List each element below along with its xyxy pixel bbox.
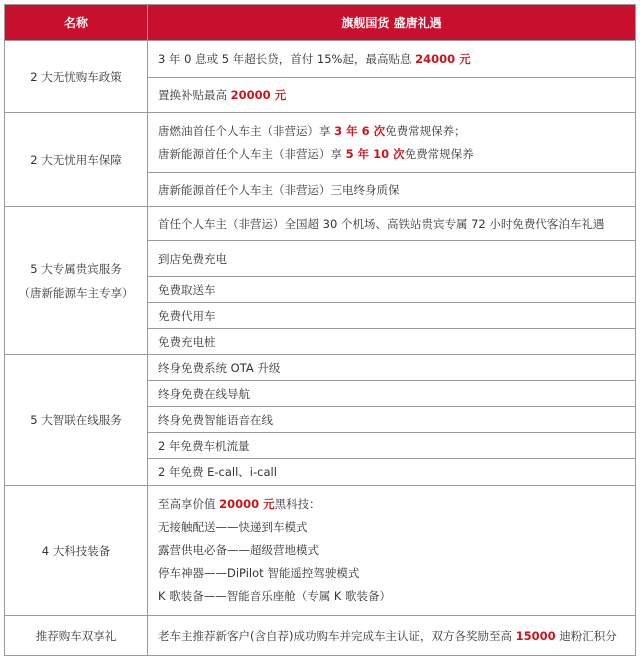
item-charger: 免费充电桩 — [148, 329, 636, 355]
highlight-value: 24000 元 — [415, 52, 471, 66]
table-row — [5, 486, 636, 616]
item-referral — [148, 616, 636, 656]
item-navigation: 终身免费在线导航 — [148, 381, 636, 407]
item-maintenance — [148, 113, 636, 173]
category-title: 5 大专属贵宾服务 — [30, 261, 122, 276]
item-line: 唐新能源首任个人车主（非营运）享 5 年 10 次免费常规保养 — [158, 146, 474, 161]
table-row — [5, 355, 636, 381]
table-header-row — [5, 5, 636, 41]
item-pickup: 免费取送车 — [148, 277, 636, 303]
item-line: 停车神器——DiPilot 智能遥控驾驶模式 — [158, 566, 360, 580]
item-line: 唐燃油首任个人车主（非营运）享 3 年 6 次免费常规保养； — [158, 123, 466, 138]
item-ecall: 2 年免费 E-call、i-call — [148, 459, 636, 486]
item-loan — [148, 41, 636, 78]
promo-table — [4, 4, 636, 656]
item-text: 3 年 0 息或 5 年超长贷，首付 15%起，最高贴息 — [158, 52, 416, 66]
item-valet: 首任个人车主（非营运）全国超 30 个机场、高铁站贵宾专属 72 小时免费代客泊车礼遇 — [148, 207, 636, 241]
item-line: 露营供电必备——超级营地模式 — [158, 543, 319, 557]
category-vip-service — [5, 207, 148, 355]
highlight-value: 5 年 10 次 — [345, 146, 405, 161]
item-tech — [148, 486, 636, 616]
table-row — [5, 207, 636, 241]
highlight-value: 20000 元 — [230, 88, 287, 102]
item-tradein — [148, 78, 636, 113]
item-line: 至高享价值 20000 元黑科技： — [158, 497, 321, 511]
table-row — [5, 113, 636, 173]
header-offer: 旗舰国货 盛唐礼遇 — [148, 5, 636, 41]
header-name: 名称 — [5, 5, 148, 41]
item-text: 置换补贴最高 — [158, 88, 231, 102]
category-purchase-policy: 2 大无忧购车政策 — [5, 41, 148, 113]
item-line: K 歌装备——智能音乐座舱（专属 K 歌装备） — [158, 589, 392, 603]
item-data: 2 年免费车机流量 — [148, 433, 636, 459]
category-usage-guarantee: 2 大无忧用车保障 — [5, 113, 148, 207]
table-row — [5, 41, 636, 78]
item-text: 迪粉汇积分 — [555, 628, 617, 643]
table-row — [5, 616, 636, 656]
category-connected-service: 5 大智联在线服务 — [5, 355, 148, 486]
item-warranty: 唐新能源首任个人车主（非营运）三电终身质保 — [148, 173, 636, 207]
item-loaner: 免费代用车 — [148, 303, 636, 329]
item-charging: 到店免费充电 — [148, 241, 636, 277]
item-text: 老车主推荐新客户(含自荐)成功购车并完成车主认证，双方各奖励至高 — [158, 628, 516, 643]
highlight-value: 3 年 6 次 — [334, 123, 386, 138]
highlight-value: 15000 — [515, 628, 556, 643]
highlight-value: 20000 元 — [219, 497, 275, 511]
category-subtitle: （唐新能源车主专享） — [18, 285, 134, 300]
item-voice: 终身免费智能语音在线 — [148, 407, 636, 433]
item-line: 无接触配送——快递到车模式 — [158, 520, 308, 534]
category-referral: 推荐购车双享礼 — [5, 616, 148, 656]
item-ota: 终身免费系统 OTA 升级 — [148, 355, 636, 381]
category-tech-equipment: 4 大科技装备 — [5, 486, 148, 616]
